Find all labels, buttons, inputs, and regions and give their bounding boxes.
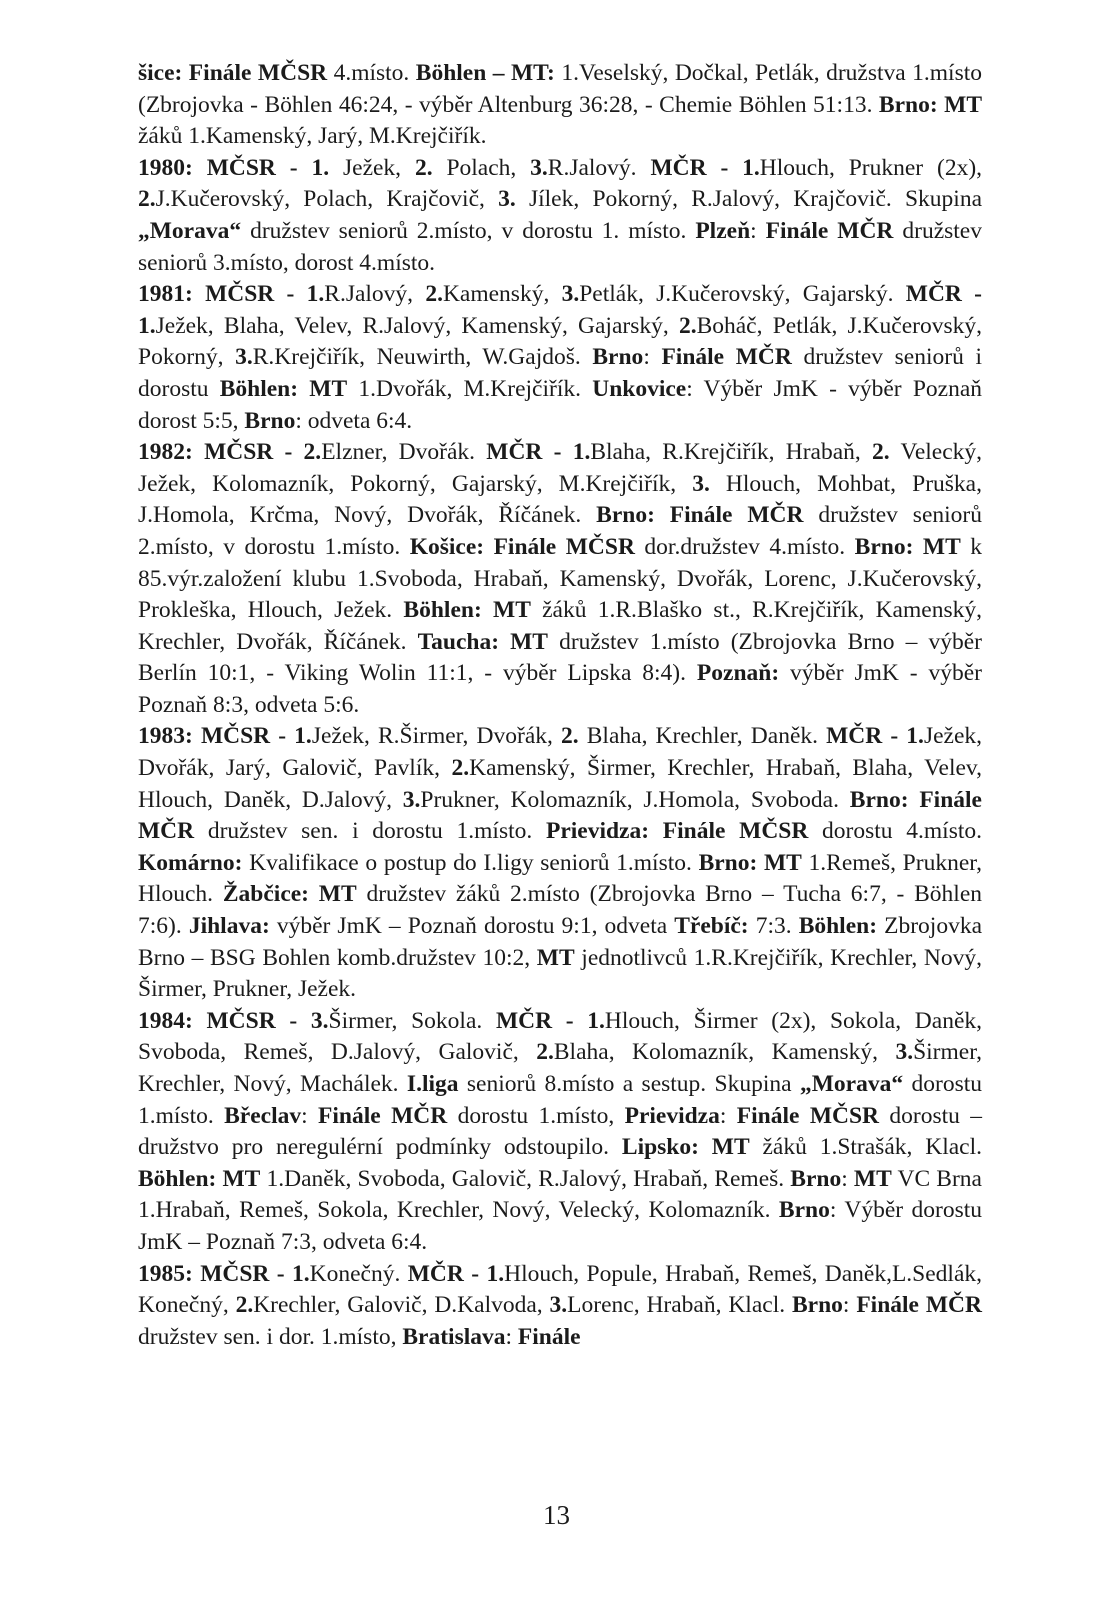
text-run: jednotlivců 1.R.Krejčiřík, Krechler, Nový, Širmer, Prukner, Ježek. [138, 944, 982, 1003]
text-run: Velecký, Ježek, Kolomazník, Pokorný, Gajarský, M.Krejčiřík, [138, 439, 983, 497]
page-text [138, 58, 982, 1353]
bold-text-run: 3. [692, 470, 710, 497]
bold-text-run: 2. [425, 281, 443, 308]
text-run: : Výběr JmK - výběr Poznaň dorost 5:5, [138, 375, 982, 434]
bold-text-run: MČR - 1. [495, 1007, 605, 1034]
text-run: 1.Dvořák, M.Krejčiřík. [347, 375, 593, 402]
bold-text-run: 3. [498, 186, 516, 213]
bold-text-run: Košice: Finále MČSR [409, 533, 635, 560]
text-run: Krechler, Galovič, D.Kalvoda, [253, 1292, 550, 1319]
text-run: : Výběr dorostu JmK – Poznaň 7:3, odveta 6:4. [138, 1197, 982, 1255]
bold-text-run: 1980: MČSR - 1. [138, 154, 330, 181]
paragraph-year-block [138, 437, 982, 721]
text-run: Ježek, [329, 154, 415, 181]
paragraph-year-block [138, 58, 982, 153]
text-run: : [841, 1165, 854, 1192]
bold-text-run: 1984: MČSR - 3. [138, 1007, 329, 1034]
text-run: družstev 1.místo (Zbrojovka Brno – výběr Berlín 10:1, - Viking Wolin 11:1, - výběr Lipska 8:4). [138, 628, 982, 687]
bold-text-run: 2. [872, 439, 890, 466]
bold-text-run: Brno [778, 1197, 830, 1224]
text-run: R.Jalový, [324, 281, 426, 308]
bold-text-run: Finále MČSR [736, 1102, 880, 1129]
text-run: výběr JmK – Poznaň dorostu 9:1, odveta [269, 913, 675, 940]
bold-text-run: Prievidza [624, 1102, 720, 1129]
text-run: Lorenc, Hrabaň, Klacl. [567, 1292, 792, 1319]
paragraph-year-block [138, 279, 982, 437]
bold-text-run: Poznaň: [696, 660, 780, 687]
text-run: Jílek, Pokorný, R.Jalový, Krajčovič. Skupina [515, 186, 983, 213]
text-run: družstev sen. i dorostu 1.místo. [194, 818, 546, 845]
bold-text-run: 1981: MČSR - 1. [138, 281, 325, 308]
text-run: : [750, 217, 766, 244]
bold-text-run: 3. [235, 344, 253, 371]
bold-text-run: MT [853, 1165, 892, 1192]
text-run: 4.místo. [327, 60, 416, 86]
bold-text-run: MČR - 1. [826, 723, 924, 750]
text-run: J.Kučerovský, Polach, Krajčovič, [155, 186, 499, 213]
page-number: 13 [543, 1500, 570, 1530]
bold-text-run: Plzeň [695, 217, 751, 244]
text-run: Petlák, J.Kučerovský, Gajarský. [579, 281, 906, 308]
text-run: Hlouch, Prukner (2x), [759, 154, 983, 181]
bold-text-run: 3. [530, 154, 548, 181]
bold-text-run: Lipsko: MT [621, 1134, 750, 1161]
text-run: družstev žáků 2.místo (Zbrojovka Brno – Tucha 6:7, - Böhlen 7:6). [138, 881, 982, 940]
text-run: VC Brna 1.Hrabaň, Remeš, Sokola, Krechler, Nový, Velecký, Kolomazník. [138, 1165, 982, 1224]
bold-text-run: 1982: MČSR - 2. [138, 439, 322, 466]
paragraph-year-block [138, 153, 982, 279]
bold-text-run: Brno: Finále MČR [138, 786, 982, 845]
text-run: družstev sen. i dor. 1.místo, [138, 1323, 403, 1350]
bold-text-run: 2. [536, 1039, 554, 1066]
bold-text-run: Finále [517, 1323, 581, 1350]
text-run: Prukner, Kolomazník, J.Homola, Svoboda. [420, 786, 850, 813]
text-run: dorostu 1.místo. [138, 1071, 982, 1129]
bold-text-run: I.liga [406, 1071, 459, 1097]
paragraph-year-block [138, 1259, 982, 1354]
text-run: družstev seniorů 2.místo, v dorostu 1. místo. [241, 217, 696, 244]
bold-text-run: „Morava“ [799, 1071, 904, 1097]
text-run: 7:3. [748, 913, 799, 940]
bold-text-run: 2. [138, 186, 156, 213]
text-run: Ježek, Blaha, Velev, R.Jalový, Kamenský, Gajarský, [155, 312, 679, 339]
text-run: : odveta 6:4. [295, 407, 413, 434]
bold-text-run: MČR - 1. [407, 1260, 505, 1287]
text-run: R.Krejčiřík, Neuwirth, W.Gajdoš. [252, 344, 593, 371]
bold-text-run: „Morava“ [138, 217, 242, 244]
bold-text-run: Brno: MT [854, 533, 961, 560]
text-run: Širmer, Krechler, Nový, Machálek. [138, 1039, 982, 1097]
bold-text-run: Böhlen – MT: [415, 60, 555, 86]
bold-text-run: 2. [678, 312, 697, 339]
text-run: k 85.výr.založení klubu 1.Svoboda, Hrabaň, Kamenský, Dvořák, Lorenc, J.Kučerovský, Prokleška, Hlouch, Ježek. [138, 533, 983, 624]
text-run: Kamenský, [442, 281, 562, 308]
bold-text-run: MČR - 1. [486, 439, 591, 466]
bold-text-run: Finále MČR [856, 1292, 982, 1319]
bold-text-run: Böhlen: MT [219, 375, 348, 402]
text-run: Boháč, Petlák, J.Kučerovský, Pokorný, [138, 312, 982, 371]
bold-text-run: Finále MČR [765, 217, 894, 244]
bold-text-run: Finále MČR [661, 344, 792, 371]
bold-text-run: Böhlen: MT [138, 1165, 261, 1192]
bold-text-run: Brno: Finále MČR [596, 502, 804, 529]
bold-text-run: 3. [561, 281, 580, 308]
text-run: družstev seniorů i dorostu [138, 344, 982, 402]
bold-text-run: Brno [244, 407, 296, 434]
text-run: Zbrojovka Brno – BSG Bohlen komb.družstev 10:2, [138, 913, 983, 971]
bold-text-run: Jihlava: [188, 913, 270, 940]
bold-text-run: Brno [790, 1165, 842, 1192]
text-run: Ježek, Dvořák, Jarý, Galovič, Pavlík, [138, 723, 982, 782]
text-run: R.Jalový. [547, 154, 651, 181]
bold-text-run: Taucha: MT [417, 628, 548, 655]
bold-text-run: Bratislava [402, 1323, 506, 1350]
text-run: 1.Daněk, Svoboda, Galovič, R.Jalový, Hrabaň, Remeš. [260, 1165, 791, 1192]
text-run: Blaha, Krechler, Daněk. [578, 723, 827, 750]
bold-text-run: 3. [895, 1039, 914, 1066]
text-run: Elzner, Dvořák. [321, 439, 487, 466]
text-run: Hlouch, Popule, Hrabaň, Remeš, Daněk,L.Sedlák, Konečný, [138, 1260, 983, 1319]
bold-text-run: šice: Finále MČSR [138, 60, 328, 86]
text-run: žáků 1.R.Blaško st., R.Krejčiřík, Kamenský, Krechler, Dvořák, Říčánek. [138, 597, 982, 655]
bold-text-run: 2. [235, 1292, 254, 1319]
text-run: družstev seniorů 3.místo, dorost 4.místo. [138, 217, 982, 276]
bold-text-run: Finále MČR [318, 1102, 448, 1129]
text-run: Kvalifikace o postup do I.ligy seniorů 1.místo. [242, 849, 699, 876]
text-run: Kamenský, Širmer, Krechler, Hrabaň, Blaha, Velev, Hlouch, Daněk, D.Jalový, [138, 755, 982, 813]
bold-text-run: Böhlen: [798, 913, 878, 940]
bold-text-run: Unkovice [592, 375, 687, 402]
text-run: žáků 1.Kamenský, Jarý, M.Krejčiřík. [138, 123, 487, 150]
text-run: dorostu – družstvo pro neregulérní podmínky odstoupilo. [138, 1102, 983, 1161]
text-run: : [842, 1292, 857, 1319]
bold-text-run: 2. [561, 723, 579, 750]
bold-text-run: Brno [592, 344, 644, 371]
paragraph-year-block [138, 721, 982, 1005]
bold-text-run: 1985: MČSR - 1. [138, 1260, 310, 1287]
bold-text-run: Břeclav [224, 1102, 302, 1129]
text-run: družstev seniorů 2.místo, v dorostu 1.místo. [138, 502, 982, 560]
bold-text-run: Brno: MT [698, 849, 802, 876]
text-run: : [301, 1102, 319, 1129]
text-run: dorostu 1.místo, [447, 1102, 625, 1129]
text-run: Blaha, R.Krejčiřík, Hrabaň, [590, 439, 873, 466]
bold-text-run: Žabčice: MT [222, 881, 357, 908]
text-run: Konečný. [309, 1260, 408, 1287]
bold-text-run: 1983: MČSR - 1. [138, 723, 312, 750]
text-run: Širmer, Sokola. [328, 1007, 496, 1034]
text-run: výběr JmK - výběr Poznaň 8:3, odveta 5:6. [138, 660, 982, 718]
bold-text-run: Prievidza: Finále MČSR [545, 818, 809, 845]
text-run: žáků 1.Strašák, Klacl. [749, 1134, 982, 1161]
paragraph-year-block [138, 1006, 982, 1259]
bold-text-run: Brno [791, 1292, 843, 1319]
bold-text-run: MČR - 1. [138, 281, 982, 339]
text-run: Polach, [432, 154, 531, 181]
text-run: dor.družstev 4.místo. [634, 533, 855, 560]
text-run: seniorů 8.místo a sestup. Skupina [458, 1071, 800, 1097]
bold-text-run: Brno: MT [878, 91, 982, 118]
text-run: 1.Remeš, Prukner, Hlouch. [138, 849, 983, 908]
bold-text-run: 2. [451, 755, 470, 782]
bold-text-run: Komárno: [138, 849, 243, 876]
bold-text-run: 2. [414, 154, 433, 181]
text-run: : [643, 344, 662, 371]
bold-text-run: Třebíč: [674, 913, 749, 940]
bold-text-run: Böhlen: MT [403, 597, 531, 624]
bold-text-run: MČR - 1. [650, 154, 760, 181]
text-run: : [719, 1102, 737, 1129]
bold-text-run: 3. [402, 786, 421, 813]
text-run: Hlouch, Širmer (2x), Sokola, Daněk, Svoboda, Remeš, D.Jalový, Galovič, [138, 1007, 982, 1066]
bold-text-run: MT [536, 944, 575, 971]
text-run: Blaha, Kolomazník, Kamenský, [553, 1039, 896, 1066]
bold-text-run: 3. [549, 1292, 568, 1319]
text-run: Hlouch, Mohbat, Pruška, J.Homola, Krčma, Nový, Dvořák, Říčánek. [138, 470, 982, 529]
text-run: dorostu 4.místo. [808, 818, 982, 845]
text-run: : [505, 1323, 518, 1350]
text-run: 1.Veselský, Dočkal, Petlák, družstva 1.místo (Zbrojovka - Böhlen 46:24, - výběr Altenburg 36:28, - Chemie Böhlen 51:13. [138, 60, 983, 118]
text-run: Ježek, R.Širmer, Dvořák, [311, 723, 562, 750]
